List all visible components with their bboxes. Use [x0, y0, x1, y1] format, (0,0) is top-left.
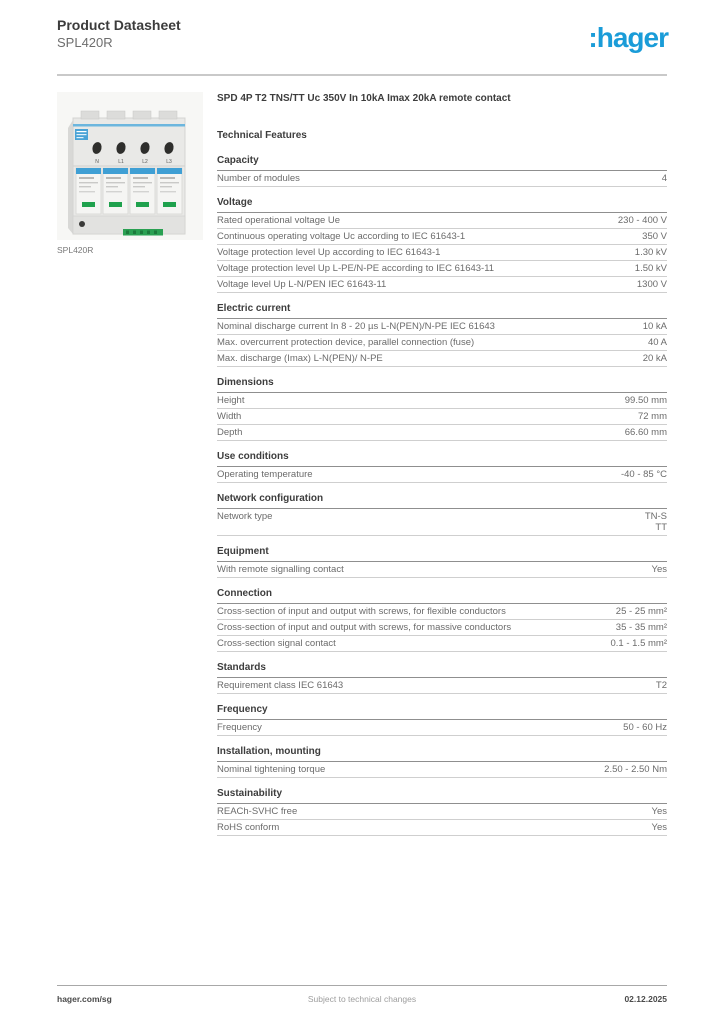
spec-section-title: Frequency	[217, 704, 667, 720]
spec-row	[217, 319, 667, 335]
spec-row	[217, 245, 667, 261]
footer-website-link[interactable]: hager.com/sg	[57, 994, 112, 1004]
spec-row	[217, 509, 667, 536]
spec-row	[217, 229, 667, 245]
spec-row-value: 40 A	[647, 337, 667, 348]
spec-row-label: Operating temperature	[217, 469, 313, 480]
spec-section	[217, 493, 667, 536]
spec-section	[217, 377, 667, 441]
spec-row-label: Max. overcurrent protection device, parallel connection (fuse)	[217, 337, 475, 348]
spec-row	[217, 720, 667, 736]
spec-section	[217, 588, 667, 652]
figure-caption: SPL420R	[57, 245, 94, 255]
spec-row-label: Rated operational voltage Ue	[217, 215, 341, 226]
spec-row-label: With remote signalling contact	[217, 564, 344, 575]
spec-section	[217, 746, 667, 778]
spec-row-label: Number of modules	[217, 173, 300, 184]
spec-row	[217, 762, 667, 778]
spec-section	[217, 546, 667, 578]
spec-column	[217, 93, 667, 836]
spec-row	[217, 351, 667, 367]
page-header	[57, 16, 668, 66]
spec-row-label: Frequency	[217, 722, 262, 733]
spec-row	[217, 171, 667, 187]
spec-row-value: 0.1 - 1.5 mm²	[610, 638, 667, 649]
footer-disclaimer: Subject to technical changes	[307, 994, 417, 1004]
spec-row	[217, 467, 667, 483]
hager-logo: :hager	[588, 22, 668, 53]
terminal-label-n: N	[95, 159, 99, 165]
spec-row	[217, 277, 667, 293]
spec-row-value: 4	[661, 173, 667, 184]
spec-row	[217, 620, 667, 636]
spec-row-value: Yes	[651, 822, 667, 833]
terminal-label-l2: L2	[142, 159, 148, 165]
terminal-label-l3: L3	[166, 159, 172, 165]
terminal-label-l1: L1	[118, 159, 124, 165]
spec-row	[217, 820, 667, 836]
spec-row-label: Cross-section of input and output with screws, for massive conductors	[217, 622, 512, 633]
spec-sections	[217, 155, 667, 836]
spec-section	[217, 451, 667, 483]
spec-section-title: Electric current	[217, 303, 667, 319]
spec-row-label: Cross-section signal contact	[217, 638, 336, 649]
spec-row	[217, 261, 667, 277]
spec-row-value: 350 V	[642, 231, 667, 242]
spec-section-title: Connection	[217, 588, 667, 604]
spec-row-label: Network type	[217, 511, 273, 522]
spec-section	[217, 155, 667, 187]
spec-section-title: Standards	[217, 662, 667, 678]
spec-row	[217, 425, 667, 441]
spec-row	[217, 335, 667, 351]
spec-row-label: Nominal tightening torque	[217, 764, 326, 775]
page-footer	[57, 994, 667, 1008]
spec-row-value: 2.50 - 2.50 Nm	[604, 764, 667, 775]
spec-row-value: 66.60 mm	[624, 427, 667, 438]
spec-row-value: Yes	[651, 806, 667, 817]
spec-row-value: TN-S TT	[644, 511, 667, 533]
spec-row-label: Max. discharge (Imax) L-N(PEN)/ N-PE	[217, 353, 383, 364]
spec-section-title: Equipment	[217, 546, 667, 562]
spec-row	[217, 636, 667, 652]
spec-row-label: Width	[217, 411, 242, 422]
spec-row-value: 20 kA	[642, 353, 667, 364]
spec-section-title: Use conditions	[217, 451, 667, 467]
product-title: SPD 4P T2 TNS/TT Uc 350V In 10kA Imax 20kA remote contact	[217, 93, 511, 104]
product-photo	[57, 92, 203, 240]
spec-section	[217, 303, 667, 367]
spec-row-value: 72 mm	[637, 411, 667, 422]
spec-row	[217, 804, 667, 820]
spec-row-label: Voltage level Up L-N/PEN IEC 61643-11	[217, 279, 387, 290]
spec-section	[217, 197, 667, 293]
spec-row-label: Nominal discharge current In 8 - 20 µs L-N(PEN)/N-PE IEC 61643	[217, 321, 495, 332]
spec-row-value: 10 kA	[642, 321, 667, 332]
spec-row	[217, 393, 667, 409]
spec-section	[217, 704, 667, 736]
spec-section-title: Network configuration	[217, 493, 667, 509]
spec-row-value: 50 - 60 Hz	[623, 722, 667, 733]
spec-row-label: Requirement class IEC 61643	[217, 680, 344, 691]
spec-row-label: Depth	[217, 427, 243, 438]
spec-section-title: Sustainability	[217, 788, 667, 804]
spec-section	[217, 662, 667, 694]
spec-row-label: RoHS conform	[217, 822, 280, 833]
spec-row	[217, 409, 667, 425]
spec-section-title: Dimensions	[217, 377, 667, 393]
spec-row-value: 99.50 mm	[624, 395, 667, 406]
spec-row-value: Yes	[651, 564, 667, 575]
technical-features-heading: Technical Features	[217, 130, 307, 141]
spec-section-title: Capacity	[217, 155, 667, 171]
spec-row-value: T2	[655, 680, 667, 691]
product-reference: SPL420R	[57, 35, 113, 50]
product-figure	[57, 92, 203, 255]
document-title: Product Datasheet	[57, 17, 181, 33]
spec-row	[217, 562, 667, 578]
spec-row-label: Cross-section of input and output with screws, for flexible conductors	[217, 606, 506, 617]
spec-row-value: 230 - 400 V	[617, 215, 667, 226]
spec-row-value: -40 - 85 °C	[620, 469, 667, 480]
footer-date: 02.12.2025	[624, 994, 667, 1004]
spec-row	[217, 678, 667, 694]
spec-row-value: 35 - 35 mm²	[615, 622, 667, 633]
spec-section-title: Installation, mounting	[217, 746, 667, 762]
spec-row-label: Voltage protection level Up according to IEC 61643-1	[217, 247, 441, 258]
spec-row-label: Voltage protection level Up L-PE/N-PE according to IEC 61643-11	[217, 263, 495, 274]
spec-row-value: 1.50 kV	[634, 263, 667, 274]
spec-section	[217, 788, 667, 836]
spec-row	[217, 604, 667, 620]
footer-divider	[57, 985, 667, 986]
spec-row-label: REACh-SVHC free	[217, 806, 298, 817]
spec-row-value: 1300 V	[636, 279, 667, 290]
spec-row	[217, 213, 667, 229]
spec-section-title: Voltage	[217, 197, 667, 213]
spec-row-label: Continuous operating voltage Uc according to IEC 61643-1	[217, 231, 466, 242]
spec-row-value: 1.30 kV	[634, 247, 667, 258]
header-divider	[57, 74, 667, 76]
spec-row-value: 25 - 25 mm²	[615, 606, 667, 617]
spec-row-label: Height	[217, 395, 245, 406]
